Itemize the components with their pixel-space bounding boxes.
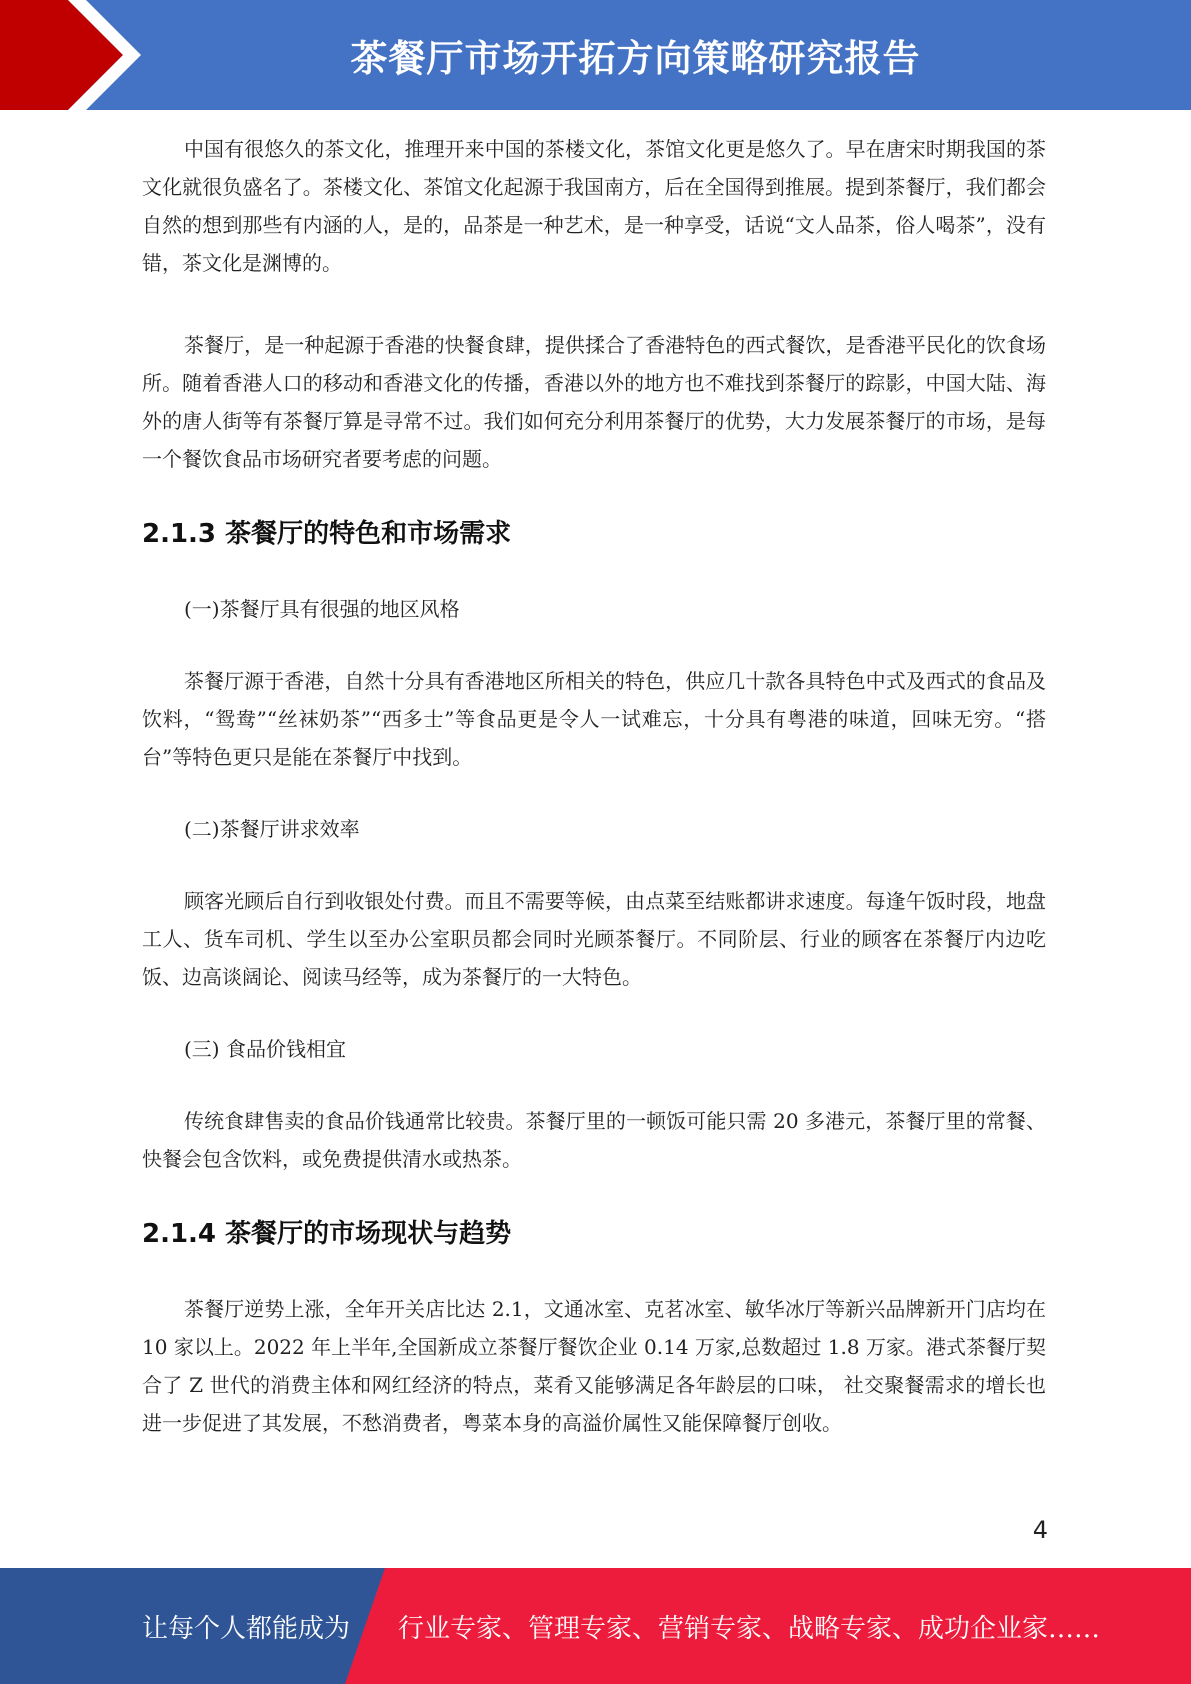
page-number: 4 <box>1032 1516 1048 1544</box>
subheading-price: (三) 食品价钱相宜 <box>184 1037 346 1061</box>
paragraph-tea-culture: 中国有很悠久的茶文化，推理开来中国的茶楼文化，茶馆文化更是悠久了。早在唐宋时期我国的茶文化就很负盛名了。茶楼文化、茶馆文化起源于我国南方，后在全国得到推展。提到茶餐厅，我们都会自然的想到那些有内涵的人，是的，品茶是一种艺术，是一种享受，话说“文人品茶，俗人喝茶”，没有错，茶文化是渊博的。 <box>142 137 1046 275</box>
section-heading-2-1-4: 2.1.4 茶餐厅的市场现状与趋势 <box>142 1219 512 1249</box>
page-header <box>0 0 1191 110</box>
paragraph-efficiency: 顾客光顾后自行到收银处付费。而且不需要等候，由点菜至结账都讲求速度。每逢午饭时段，地盘工人、货车司机、学生以至办公室职员都会同时光顾茶餐厅。不同阶层、行业的顾客在茶餐厅内边吃饭、边高谈阔论、阅读马经等，成为茶餐厅的一大特色。 <box>142 889 1046 989</box>
paragraph-regional-style: 茶餐厅源于香港，自然十分具有香港地区所相关的特色，供应几十款各具特色中式及西式的食品及饮料，“鸳鸯”“丝袜奶茶”“西多士”等食品更是令人一试难忘，十分具有粤港的味道，回味无穷。“搭台”等特色更只是能在茶餐厅中找到。 <box>142 669 1046 769</box>
header-chevron-icon <box>0 0 150 110</box>
paragraph-price: 传统食肆售卖的食品价钱通常比较贵。茶餐厅里的一顿饭可能只需 20 多港元，茶餐厅里的常餐、快餐会包含饮料，或免费提供清水或热茶。 <box>142 1109 1046 1171</box>
paragraph-cha-chaan-teng-intro: 茶餐厅，是一种起源于香港的快餐食肆，提供揉合了香港特色的西式餐饮，是香港平民化的饮食场所。随着香港人口的移动和香港文化的传播，香港以外的地方也不难找到茶餐厅的踪影，中国大陆、海外的唐人街等有茶餐厅算是寻常不过。我们如何充分利用茶餐厅的优势，大力发展茶餐厅的市场，是每一个餐饮食品市场研究者要考虑的问题。 <box>142 333 1046 471</box>
paragraph-market-status: 茶餐厅逆势上涨，全年开关店比达 2.1，文通冰室、克茗冰室、敏华冰厅等新兴品牌新开门店均在 10 家以上。2022 年上半年,全国新成立茶餐厅餐饮企业 0.14 万家,总数超过 1.8 万家。港式茶餐厅契合了 Z 世代的消费主体和网红经济的特点，菜肴又能够满足各年龄层的口味， 社交聚餐需求的增长也进一步促进了其发展，不愁消费者，粤菜本身的高溢价属性又能保障餐厅创收。 <box>142 1297 1046 1435</box>
document-title: 茶餐厅市场开拓方向策略研究报告 <box>350 37 921 80</box>
subheading-efficiency: (二)茶餐厅讲求效率 <box>184 817 360 841</box>
document-body <box>142 130 1046 1442</box>
section-heading-2-1-3: 2.1.3 茶餐厅的特色和市场需求 <box>142 519 512 549</box>
footer-slogan-left: 让每个人都能成为 <box>142 1613 351 1644</box>
page-footer <box>0 1568 1191 1684</box>
footer-slogan-right: 行业专家、管理专家、营销专家、战略专家、成功企业家…… <box>398 1613 1101 1644</box>
subheading-regional-style: (一)茶餐厅具有很强的地区风格 <box>184 597 460 621</box>
